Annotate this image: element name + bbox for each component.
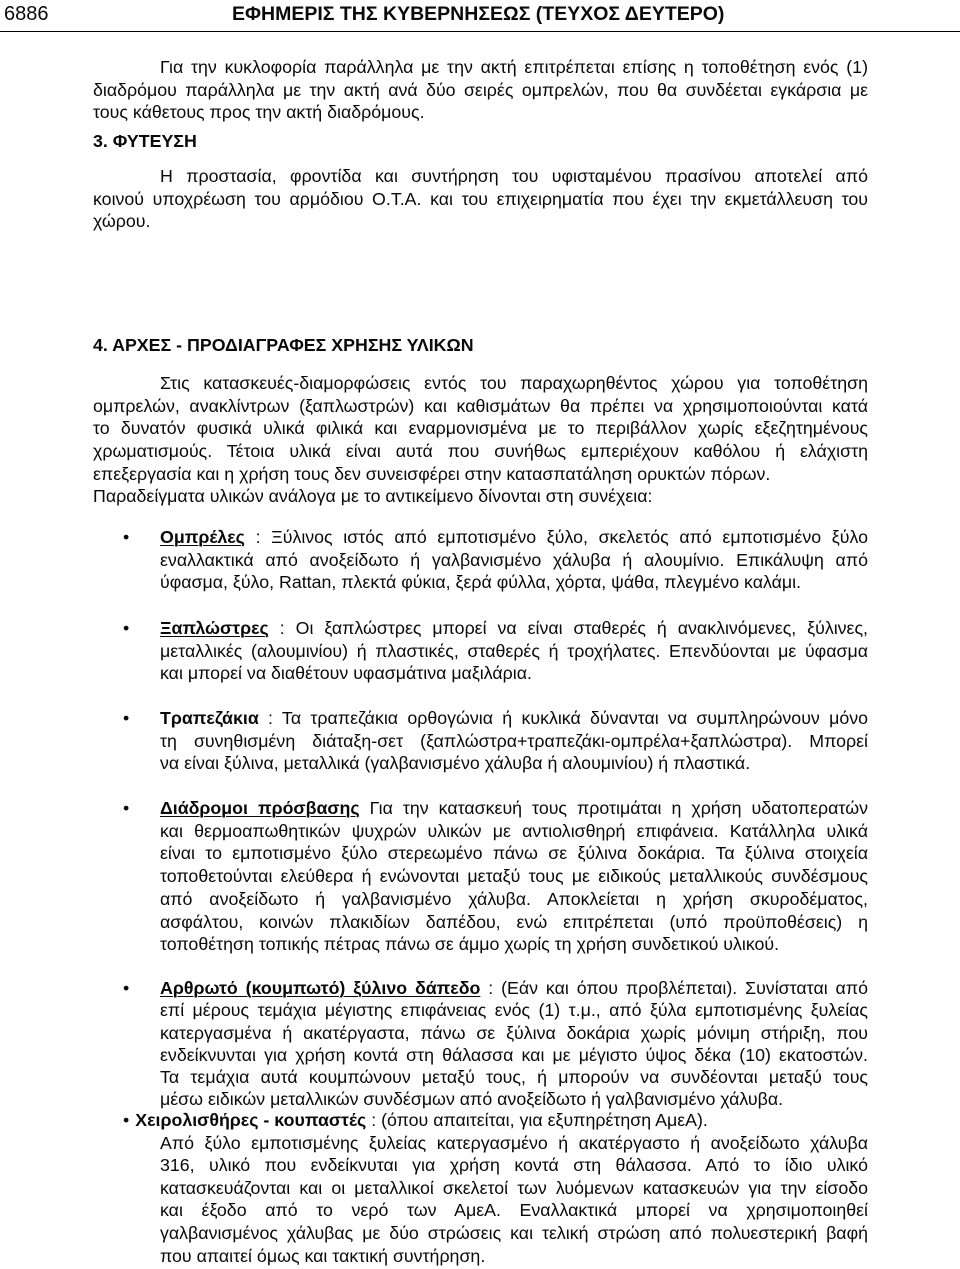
text-line: Από ξύλο εμποτισμένης ξυλείας κατεργασμένο ή ακατέργαστο ή ανοξείδωτο χάλυβα — [160, 1132, 868, 1153]
text-line: τη συνηθισμένη διάταξη-σετ (ξαπλώστρα+τραπεζάκι-ομπρέλα+ξαπλώστρα). Μπορεί — [160, 730, 868, 751]
material-item-tables — [123, 707, 868, 775]
section-heading-4: 4. ΑΡΧΕΣ - ΠΡΟΔΙΑΓΡΑΦΕΣ ΧΡΗΣΗΣ ΥΛΙΚΩΝ — [93, 335, 474, 355]
material-text: Για την κατασκευή τους προτιμάται η χρήση υδατοπερατών — [359, 798, 868, 818]
material-text: : (Εάν και όπου προβλέπεται). Συνίσταται από — [480, 978, 868, 998]
list-bullet: • — [123, 708, 130, 728]
text-line: κοινού υποχρέωση του αρμόδιου Ο.Τ.Α. και του επιχειρηματία που έχει την εκμετάλλευση του — [93, 188, 868, 209]
text-line: κατασκευάζονται και οι μεταλλικοί σκελετοί των λυόμενων κατασκευών για την είσοδο — [160, 1177, 868, 1198]
text-line: επί μέρους τεμάχια μέγιστης επιφάνειας ενός (1) τ.μ., από ξύλα εμποτισμένης ξυλείας — [160, 1000, 868, 1021]
material-term: Ομπρέλες — [160, 527, 245, 547]
material-term: Διάδρομοι πρόσβασης — [160, 798, 360, 818]
text-line: διαδρόμου παράλληλα με την ακτή ανά δύο σειρές ομπρελών, που θα συνδέεται εγκάρσια με — [93, 79, 868, 100]
text-line: μέσω ειδικών μεταλλικών συνδέσμων από ανοξείδωτο ή γαλβανισμένο χάλυβα. — [160, 1089, 784, 1110]
text-line: μεταλλικές (αλουμινίου) ή πλαστικές, σταθερές ή τροχήλατες. Επενδύονται με ύφασμα — [160, 640, 868, 661]
text-line: το δυνατόν φυσικά υλικά φιλικά και εναρμονισμένα με το περιβάλλον χωρίς εξεζητημένους — [93, 418, 868, 439]
text-line: τους κάθετους προς την ακτή διαδρόμους. — [93, 102, 425, 123]
text-line: γαλβανισμένος χάλυβας με δύο στρώσεις και τελική στρώση από πολυεστερική βαφή — [160, 1222, 868, 1243]
list-bullet: • — [123, 978, 130, 998]
material-term: Χειρολισθήρες - κουπαστές — [135, 1110, 367, 1130]
material-item-handrails — [123, 1109, 868, 1267]
section-4-paragraph — [93, 372, 868, 486]
text-line: που απαιτεί όμως και τακτική συντήρηση. — [160, 1245, 486, 1266]
text-line: ομπρελών, ανακλίντρων (ξαπλωστρών) και καθισμάτων θα πρέπει να χρησιμοποιούνται κατά — [93, 395, 868, 416]
text-line: ασφάλτου, κοινών πλακιδίων δαπέδου, ενώ επιτρέπεται (υπό προϋποθέσεις) η — [160, 911, 868, 932]
text-line: 316, υλικό που ενδείκνυται για χρήση κοντά στη θάλασσα. Από το ίδιο υλικό — [160, 1155, 868, 1176]
item-first-line — [160, 707, 868, 730]
text-line: χώρου. — [93, 211, 151, 232]
list-bullet: • — [123, 798, 130, 818]
examples-intro: Παραδείγματα υλικών ανάλογα με το αντικείμενο δίνονται στη συνέχεια: — [93, 486, 653, 506]
gazette-title: ΕΦΗΜΕΡΙΣ ΤΗΣ ΚΥΒΕΡΝΗΣΕΩΣ (ΤΕΥΧΟΣ ΔΕΥΤΕΡΟ) — [232, 3, 725, 25]
list-bullet: • — [123, 618, 130, 638]
text-line: τοποθετούνται ελεύθερα ή ενώνονται μεταξύ τους με ειδικούς μεταλλικούς συνδέσμους — [160, 866, 868, 887]
text-line: από ανοξείδωτο ή γαλβανισμένο χάλυβα. Αποκλείεται η χρήση σκυροδέματος, — [160, 888, 868, 909]
page-number: 6886 — [4, 3, 49, 25]
text-line: Τα τεμάχια αυτά κουμπώνουν μεταξύ τους, ή μπορούν να συνδέονται μεταξύ τους — [160, 1067, 868, 1088]
text-line: και θερμοαπωθητικών ψυχρών υλικών με αντιολισθηρή επιφάνεια. Κατάλληλα υλικά — [160, 820, 868, 841]
text-line: και μπορεί να διαθέτουν υφασμάτινα μαξιλάρια. — [160, 663, 532, 684]
text-line: τοποθέτηση τοπικής πέτρας πάνω σε άμμο χωρίς τη χρήση συνδετικού υλικού. — [160, 934, 780, 955]
section-3-paragraph — [93, 165, 868, 233]
item-first-line — [160, 977, 868, 999]
intro-paragraph — [93, 56, 868, 124]
text-line: Η προστασία, φροντίδα και συντήρηση του υφισταμένου πρασίνου αποτελεί από — [160, 166, 868, 186]
header-rule — [0, 31, 960, 32]
material-item-modular-deck — [123, 977, 868, 1111]
item-first-line — [160, 526, 868, 549]
text-line: είναι το εμποτισμένο ξύλο στερεωμένο πάνω σε ξύλινα δοκάρια. Τα ξύλινα στοιχεία — [160, 843, 868, 864]
material-item-umbrellas — [123, 526, 868, 594]
section-heading-3: 3. ΦΥΤΕΥΣΗ — [93, 131, 197, 151]
text-line: να είναι ξύλινα, μεταλλικά (γαλβανισμένο χάλυβα ή αλουμινίου) ή πλαστικά. — [160, 753, 751, 774]
text-line: ενδείκνυνται για χρήση κοντά στη θάλασσα και με μέγιστο ύψος δέκα (10) εκατοστών. — [160, 1044, 868, 1065]
material-item-walkways — [123, 797, 868, 956]
material-item-sunbeds — [123, 617, 868, 685]
text-line: επεξεργασία και η χρήση τους δεν συνεισφέρει στην κατασπατάληση ορυκτών πόρων. — [93, 463, 771, 484]
material-text: : Οι ξαπλώστρες μπορεί να είναι σταθερές ή ανακλινόμενες, ξύλινες, — [268, 618, 868, 638]
item-first-line — [160, 617, 868, 640]
item-first-line — [160, 797, 868, 820]
material-term: Τραπεζάκια — [160, 708, 259, 728]
item-first-line — [123, 1109, 868, 1132]
text-line: Στις κατασκευές-διαμορφώσεις εντός του παραχωρηθέντος χώρου για τοποθέτηση — [160, 373, 868, 393]
material-text: : Ξύλινος ιστός από εμποτισμένο ξύλο, σκελετός από εμποτισμένο ξύλο — [244, 527, 868, 547]
material-text: : (όπου απαιτείται, για εξυπηρέτηση ΑμεΑ). — [366, 1110, 708, 1130]
text-line: κατεργασμένα ή ακατέργαστα, πάνω σε ξύλινα δοκάρια χωρίς μόνιμη στήριξη, που — [160, 1022, 868, 1043]
text-line: ύφασμα, ξύλο, Rattan, πλεκτά φύκια, ξερά φύλλα, χόρτα, ψάθα, πλεγμένο καλάμι. — [160, 572, 802, 593]
text-line: και έξοδο από το νερό των ΑμεΑ. Εναλλακτικά μπορεί να χρησιμοποιηθεί — [160, 1200, 868, 1221]
material-term: Ξαπλώστρες — [160, 618, 269, 638]
material-term: Αρθρωτό (κουμπωτό) ξύλινο δάπεδο — [160, 978, 481, 998]
list-bullet: • — [123, 1110, 130, 1130]
text-line: χρωματισμούς. Τέτοια υλικά είναι αυτά που συνήθως εμπεριέχουν καθόλου ή ελάχιστη — [93, 441, 868, 462]
text-line: Για την κυκλοφορία παράλληλα με την ακτή επιτρέπεται επίσης η τοποθέτηση ενός (1) — [160, 57, 868, 77]
material-text: : Τα τραπεζάκια ορθογώνια ή κυκλικά δύνανται να συμπληρώνουν μόνο — [258, 708, 868, 728]
text-line: εναλλακτικά από ανοξείδωτο ή γαλβανισμένο χάλυβα ή αλουμίνιο. Επικάλυψη από — [160, 549, 868, 570]
list-bullet: • — [123, 527, 130, 547]
